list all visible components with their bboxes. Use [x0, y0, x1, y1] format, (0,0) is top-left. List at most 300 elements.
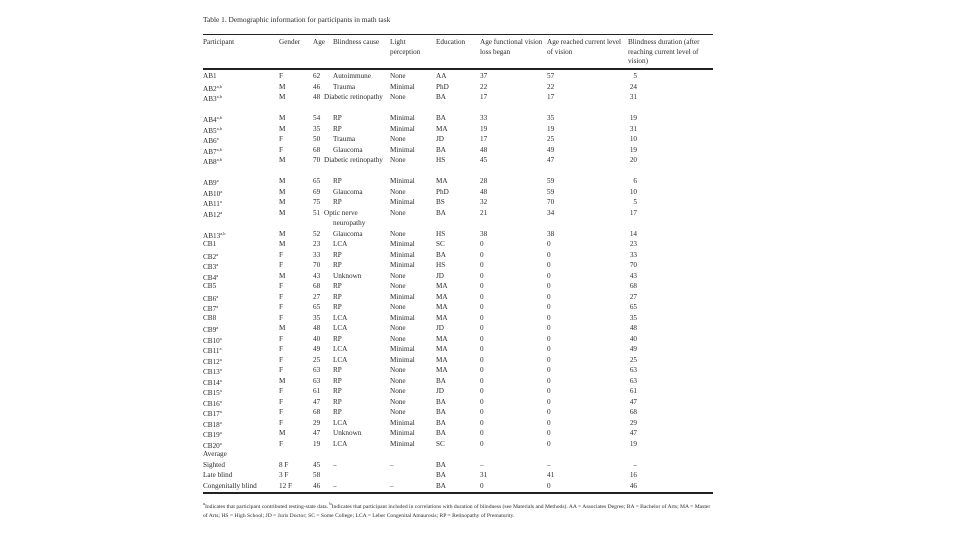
- cell-light-perception: Minimal: [390, 198, 415, 206]
- cell-age: 48: [313, 324, 321, 332]
- cell-age-current-vision: 0: [547, 271, 551, 280]
- table-row: [0, 134, 960, 145]
- cell-age-vision-loss: 19: [480, 124, 488, 133]
- cell-education: PhD: [436, 82, 449, 91]
- cell-education: MA: [436, 334, 448, 343]
- table-row: [0, 271, 960, 282]
- cell-light-perception: Minimal: [390, 82, 415, 91]
- cell-light-perception: Minimal: [390, 313, 415, 322]
- cell-blindness-duration: 35: [629, 313, 637, 322]
- participant-id: CB10: [203, 336, 220, 345]
- cell-age-current-vision: 0: [547, 376, 551, 385]
- cell-light-perception: Minimal: [390, 240, 415, 248]
- header-education: Education: [436, 38, 466, 46]
- cell-age-current-vision: 0: [547, 334, 551, 343]
- cell-age-current-vision: 49: [547, 145, 555, 154]
- table-row: [0, 407, 960, 418]
- cell-age: 50: [313, 135, 321, 143]
- cell-gender: F: [279, 345, 283, 353]
- cell-blindness-cause: RP: [333, 124, 342, 133]
- participant-superscript: a,b: [216, 83, 222, 89]
- cell-age-vision-loss: 28: [480, 177, 488, 185]
- cell-blindness-duration: 68: [629, 282, 637, 290]
- cell-education: BA: [436, 429, 446, 437]
- cell-blindness-duration: 25: [629, 355, 637, 364]
- cell-participant: [203, 460, 225, 471]
- cell-participant: [203, 239, 216, 250]
- cell-light-perception: None: [390, 93, 406, 101]
- table-row: [0, 82, 960, 93]
- participant-id: CB17: [203, 410, 220, 418]
- cell-blindness-cause: –: [333, 460, 337, 469]
- cell-blindness-cause: RP: [333, 177, 342, 185]
- cell-blindness-duration: 20: [629, 156, 637, 164]
- cell-light-perception: Minimal: [390, 114, 415, 122]
- cell-age-vision-loss: –: [480, 460, 484, 469]
- cell-age-vision-loss: 0: [480, 261, 484, 269]
- cell-education: BA: [436, 418, 446, 427]
- cell-blindness-cause: Unknown: [333, 429, 362, 437]
- cell-gender: F: [279, 261, 283, 269]
- cell-age: 58: [313, 471, 321, 479]
- cell-education: AA: [436, 72, 447, 80]
- cell-age-vision-loss: 0: [480, 355, 484, 364]
- cell-age: 52: [313, 229, 321, 238]
- cell-age: 70: [313, 156, 321, 164]
- cell-blindness-cause: LCA: [333, 240, 348, 248]
- cell-age-current-vision: 0: [547, 240, 551, 248]
- cell-participant: [203, 281, 216, 292]
- participant-id: AB11: [203, 200, 220, 208]
- cell-age: 68: [313, 145, 321, 154]
- cell-education: SC: [436, 240, 445, 248]
- table-row: [0, 470, 960, 481]
- cell-age: 19: [313, 439, 321, 448]
- cell-blindness-duration: 70: [629, 261, 637, 269]
- cell-age-current-vision: 0: [547, 345, 551, 353]
- cell-blindness-cause: Unknown: [333, 271, 362, 280]
- participant-superscript: a: [219, 199, 222, 204]
- cell-age-current-vision: 41: [547, 471, 555, 479]
- cell-gender: F: [279, 313, 283, 322]
- cell-age: 68: [313, 408, 321, 416]
- header-participant: Participant: [203, 38, 235, 46]
- cell-gender: F: [279, 334, 283, 343]
- cell-blindness-duration: 31: [629, 93, 637, 101]
- cell-blindness-duration: –: [633, 460, 637, 469]
- cell-light-perception: None: [390, 135, 406, 143]
- cell-age: 23: [313, 240, 321, 248]
- cell-age: 25: [313, 355, 321, 364]
- cell-gender: F: [279, 355, 283, 364]
- participant-id: AB12: [203, 210, 221, 219]
- cell-age-current-vision: 59: [547, 187, 555, 196]
- cell-age-current-vision: 0: [547, 324, 551, 332]
- cell-age-current-vision: 47: [547, 156, 555, 164]
- cell-blindness-cause: RP: [333, 387, 342, 395]
- participant-id: CB5: [203, 282, 217, 290]
- cell-age-current-vision: 0: [547, 429, 551, 437]
- cell-light-perception: None: [390, 387, 406, 395]
- cell-age-vision-loss: 0: [480, 313, 484, 322]
- cell-age-vision-loss: 0: [480, 292, 484, 301]
- participant-superscript: a: [216, 304, 219, 309]
- header-gender: Gender: [279, 38, 301, 46]
- cell-blindness-cause: Trauma: [333, 82, 356, 91]
- cell-age-vision-loss: 0: [480, 324, 484, 332]
- cell-participant: [203, 449, 227, 460]
- cell-gender: M: [279, 271, 286, 280]
- cell-age-vision-loss: 0: [480, 439, 484, 448]
- cell-blindness-cause: LCA: [333, 355, 348, 364]
- cell-blindness-cause: Autoimmune: [333, 72, 371, 80]
- cell-age: 47: [313, 397, 321, 406]
- cell-blindness-duration: 19: [629, 114, 637, 122]
- cell-education: BA: [436, 397, 446, 406]
- cell-blindness-duration: 17: [629, 208, 637, 217]
- table-row: [0, 113, 960, 124]
- cell-light-perception: None: [390, 72, 406, 80]
- cell-age-vision-loss: 0: [480, 240, 484, 248]
- cell-age-vision-loss: 48: [480, 187, 488, 196]
- table-row: [0, 176, 960, 187]
- cell-age: 35: [313, 313, 321, 322]
- participant-superscript: a: [219, 367, 222, 372]
- cell-age-current-vision: 0: [547, 439, 551, 448]
- participant-id: AB2: [203, 84, 217, 93]
- table-row: [0, 481, 960, 492]
- participant-id: CB8: [203, 313, 217, 322]
- participant-id: CB3: [203, 263, 217, 271]
- cell-education: JD: [436, 387, 444, 395]
- cell-gender: M: [279, 208, 286, 217]
- cell-blindness-duration: 49: [629, 345, 637, 353]
- cell-age: 54: [313, 114, 321, 122]
- cell-age-vision-loss: 0: [480, 418, 484, 427]
- cell-education: JD: [436, 324, 444, 332]
- participant-id: CB11: [203, 347, 220, 355]
- cell-gender: M: [279, 376, 286, 385]
- cell-age-vision-loss: 21: [480, 208, 488, 217]
- cell-education: BA: [436, 460, 446, 469]
- cell-education: PhD: [436, 187, 449, 196]
- table-row: [0, 460, 960, 471]
- cell-blindness-duration: 6: [633, 177, 637, 185]
- cell-age: 27: [313, 292, 321, 301]
- cell-participant: [203, 313, 216, 324]
- cell-age-vision-loss: 0: [480, 271, 484, 280]
- cell-age: 47: [313, 429, 321, 437]
- cell-age-current-vision: 0: [547, 366, 551, 374]
- cell-age-current-vision: 0: [547, 261, 551, 269]
- cell-blindness-cause: LCA: [333, 345, 348, 353]
- cell-light-perception: None: [390, 271, 406, 280]
- footnote-mark-b: b: [329, 501, 332, 506]
- table-row: [0, 71, 960, 82]
- participant-superscript: a: [219, 356, 222, 362]
- cell-light-perception: None: [390, 187, 406, 196]
- cell-light-perception: Minimal: [390, 261, 415, 269]
- cell-light-perception: Minimal: [390, 418, 415, 427]
- cell-light-perception: Minimal: [390, 355, 415, 364]
- cell-education: MA: [436, 177, 448, 185]
- table-row: [0, 250, 960, 261]
- cell-gender: M: [279, 429, 286, 437]
- cell-blindness-cause: Diabetic retinopathy: [324, 156, 383, 164]
- cell-age-vision-loss: 0: [480, 303, 484, 311]
- footnote-a-text: Indicates that participant contributed resting-state data.: [205, 504, 330, 510]
- cell-blindness-duration: 5: [633, 198, 637, 206]
- top-rule: [203, 34, 713, 35]
- cell-education: MA: [436, 366, 448, 374]
- cell-education: MA: [436, 345, 448, 353]
- cell-education: JD: [436, 135, 444, 143]
- participant-id: CB20: [203, 441, 220, 450]
- cell-blindness-duration: 29: [629, 418, 637, 427]
- participant-id: CB2: [203, 252, 217, 261]
- cell-gender: M: [279, 240, 286, 248]
- cell-education: BA: [436, 93, 446, 101]
- participant-id: CB6: [203, 294, 217, 303]
- cell-gender: 12 F: [279, 481, 292, 490]
- cell-blindness-duration: 63: [629, 366, 637, 374]
- table-row: [0, 197, 960, 208]
- cell-age-vision-loss: 45: [480, 156, 488, 164]
- cell-light-perception: None: [390, 282, 406, 290]
- table-row: [0, 439, 960, 450]
- participant-id: Sighted: [203, 460, 225, 469]
- cell-blindness-cause: RP: [333, 198, 342, 206]
- cell-education: MA: [436, 303, 448, 311]
- cell-light-perception: Minimal: [390, 250, 415, 259]
- cell-age-vision-loss: 33: [480, 114, 488, 122]
- header-blindness-duration: Blindness duration (after reaching current level of vision): [628, 38, 700, 65]
- cell-blindness-duration: 48: [629, 324, 637, 332]
- table-row: [0, 281, 960, 292]
- cell-age-vision-loss: 17: [480, 93, 488, 101]
- cell-age-current-vision: 0: [547, 303, 551, 311]
- cell-education: BA: [436, 114, 446, 122]
- cell-age-current-vision: 0: [547, 397, 551, 406]
- cell-age-vision-loss: 0: [480, 282, 484, 290]
- cell-age-current-vision: 34: [547, 208, 555, 217]
- cell-blindness-duration: 43: [629, 271, 637, 280]
- cell-age: 65: [313, 303, 321, 311]
- cell-light-perception: Minimal: [390, 429, 415, 437]
- table-row: [0, 344, 960, 355]
- cell-blindness-duration: 47: [629, 397, 637, 406]
- header-rule: [203, 68, 713, 70]
- cell-age-vision-loss: 0: [480, 366, 484, 374]
- cell-blindness-duration: 10: [629, 135, 637, 143]
- cell-age: 63: [313, 376, 321, 385]
- participant-id: AB3: [203, 95, 217, 103]
- table-header: [0, 38, 960, 68]
- cell-participant: [203, 155, 222, 168]
- cell-blindness-cause: Trauma: [333, 135, 356, 143]
- cell-participant: [203, 481, 257, 492]
- cell-participant: [203, 71, 217, 82]
- table-row: [0, 334, 960, 345]
- cell-gender: F: [279, 366, 283, 374]
- participant-superscript: a: [219, 398, 222, 404]
- participant-id: AB5: [203, 126, 217, 135]
- cell-light-perception: None: [390, 397, 406, 406]
- table-row: [0, 292, 960, 303]
- cell-age-vision-loss: 0: [480, 376, 484, 385]
- cell-blindness-cause: Glaucoma: [333, 145, 363, 154]
- table-row: [0, 449, 960, 460]
- cell-blindness-cause: RP: [333, 376, 342, 385]
- cell-gender: 8 F: [279, 460, 289, 469]
- cell-light-perception: Minimal: [390, 292, 415, 301]
- cell-age: 70: [313, 261, 321, 269]
- cell-gender: M: [279, 124, 286, 133]
- cell-light-perception: None: [390, 408, 406, 416]
- participant-id: CB15: [203, 389, 220, 397]
- participant-id: Congenitally blind: [203, 481, 257, 490]
- cell-age-vision-loss: 0: [480, 397, 484, 406]
- cell-age-current-vision: 25: [547, 135, 555, 143]
- cell-age-vision-loss: 31: [480, 471, 488, 479]
- table-row: [0, 376, 960, 387]
- cell-blindness-cause: RP: [333, 261, 342, 269]
- cell-gender: F: [279, 439, 283, 448]
- cell-age-vision-loss: 0: [480, 429, 484, 437]
- participant-id: CB18: [203, 420, 220, 429]
- participant-superscript: a: [220, 209, 223, 215]
- cell-age-current-vision: 59: [547, 177, 555, 185]
- cell-age: 45: [313, 460, 321, 469]
- table-row: [0, 208, 960, 227]
- cell-education: HS: [436, 156, 446, 164]
- participant-id: AB8: [203, 158, 217, 166]
- cell-education: HS: [436, 229, 446, 238]
- cell-gender: M: [279, 82, 286, 91]
- cell-blindness-cause: LCA: [333, 418, 348, 427]
- cell-blindness-duration: 65: [629, 303, 637, 311]
- cell-blindness-duration: 27: [629, 292, 637, 301]
- participant-superscript: a,b: [216, 125, 222, 131]
- participant-superscript: a: [216, 293, 219, 299]
- participant-superscript: a,b: [216, 146, 222, 152]
- cell-gender: 3 F: [279, 471, 289, 479]
- cell-age-vision-loss: 38: [480, 229, 488, 238]
- participant-id: CB7: [203, 305, 217, 313]
- cell-blindness-duration: 16: [629, 471, 637, 479]
- table-row: [0, 124, 960, 135]
- participant-superscript: a: [219, 419, 222, 425]
- cell-light-perception: None: [390, 376, 406, 385]
- cell-gender: F: [279, 418, 283, 427]
- cell-participant: [203, 470, 232, 481]
- cell-age-vision-loss: 48: [480, 145, 488, 154]
- cell-blindness-cause: –: [333, 481, 337, 490]
- table-row: [0, 418, 960, 429]
- cell-age: 29: [313, 418, 321, 427]
- cell-blindness-cause: Diabetic retinopathy: [324, 93, 383, 101]
- participant-id: CB1: [203, 240, 217, 248]
- cell-age: 43: [313, 271, 321, 280]
- table-row: [0, 386, 960, 397]
- header-blindness-cause: Blindness cause: [333, 38, 380, 46]
- participant-superscript: a,b: [216, 94, 222, 99]
- participant-superscript: a: [216, 136, 219, 141]
- participant-id: CB19: [203, 431, 220, 439]
- cell-blindness-cause: Optic nerve neuropathy: [324, 208, 366, 227]
- cell-blindness-cause: Glaucoma: [333, 187, 363, 196]
- cell-age: 68: [313, 282, 321, 290]
- cell-gender: F: [279, 408, 283, 416]
- cell-light-perception: None: [390, 324, 406, 332]
- cell-age-current-vision: 19: [547, 124, 555, 133]
- cell-light-perception: None: [390, 156, 406, 164]
- cell-age-vision-loss: 32: [480, 198, 488, 206]
- participant-id: CB16: [203, 399, 220, 408]
- participant-id: Late blind: [203, 471, 233, 479]
- participant-superscript: a: [219, 377, 222, 383]
- participant-superscript: a: [216, 272, 219, 278]
- cell-age: 35: [313, 124, 321, 133]
- participant-id: CB9: [203, 326, 217, 334]
- cell-blindness-duration: 23: [629, 240, 637, 248]
- cell-age-vision-loss: 0: [480, 250, 484, 259]
- participant-id: AB7: [203, 147, 217, 156]
- cell-education: MA: [436, 355, 448, 364]
- cell-blindness-cause: RP: [333, 250, 342, 259]
- cell-age: 62: [313, 72, 321, 80]
- cell-light-perception: None: [390, 229, 406, 238]
- participant-superscript: a: [219, 335, 222, 341]
- participant-id: CB14: [203, 378, 220, 387]
- cell-blindness-cause: RP: [333, 114, 342, 122]
- table-row: [0, 92, 960, 103]
- table-row: [0, 155, 960, 166]
- cell-age: 49: [313, 345, 321, 353]
- cell-gender: F: [279, 250, 283, 259]
- header-age-vision-loss: Age functional vision loss began: [480, 38, 543, 56]
- table-row: [0, 229, 960, 240]
- cell-light-perception: Minimal: [390, 124, 415, 133]
- participant-id: AB1: [203, 72, 217, 80]
- cell-education: BA: [436, 471, 446, 479]
- cell-blindness-cause: RP: [333, 366, 342, 374]
- cell-blindness-duration: 61: [629, 387, 637, 395]
- cell-blindness-cause: RP: [333, 334, 342, 343]
- participant-superscript: a,b: [216, 115, 222, 120]
- participant-id: AB10: [203, 189, 221, 198]
- participant-id: AB9: [203, 179, 217, 187]
- cell-light-perception: –: [390, 481, 394, 490]
- cell-education: JD: [436, 271, 444, 280]
- cell-gender: F: [279, 292, 283, 301]
- cell-age-current-vision: 70: [547, 198, 555, 206]
- cell-education: SC: [436, 439, 445, 448]
- cell-participant: [203, 92, 222, 105]
- participant-superscript: a,b: [220, 230, 226, 236]
- cell-blindness-duration: 14: [629, 229, 637, 238]
- cell-gender: F: [279, 145, 283, 154]
- cell-blindness-cause: LCA: [333, 313, 348, 322]
- cell-gender: M: [279, 93, 286, 101]
- table-row: [0, 145, 960, 156]
- cell-light-perception: Minimal: [390, 439, 415, 448]
- cell-light-perception: Minimal: [390, 145, 415, 154]
- cell-gender: F: [279, 135, 283, 143]
- cell-blindness-duration: 68: [629, 408, 637, 416]
- table-row: [0, 302, 960, 313]
- cell-blindness-cause: RP: [333, 303, 342, 311]
